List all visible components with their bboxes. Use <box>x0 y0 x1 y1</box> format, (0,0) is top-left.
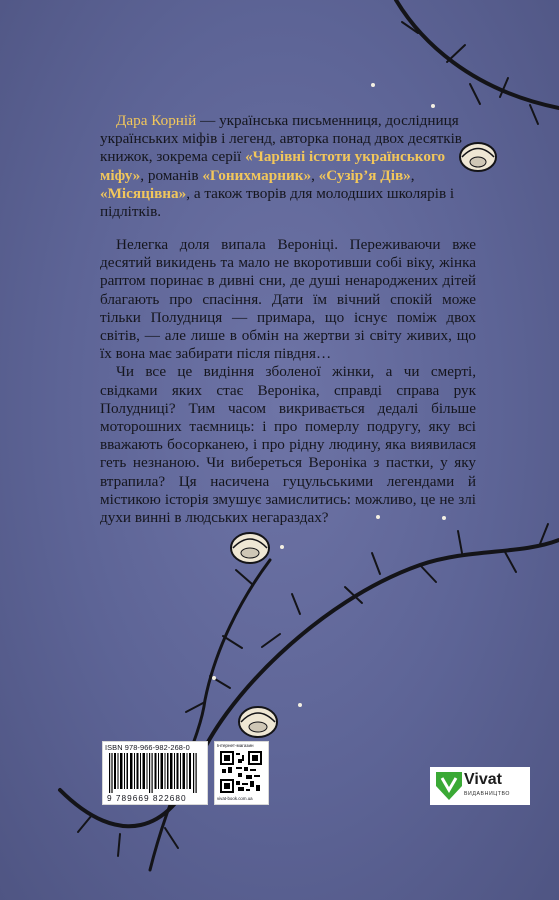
book-description <box>100 236 476 527</box>
description-paragraph: Нелегка доля випала Вероніці. Переживаючи вже десятий викидень та мало не вкоротивши собі віку, жінка раптом поринає в дивні сни, де душі ненароджених дітей благають про спасіння. Дати їм вічний спокій може тільки Полудниця — примара, що існує поміж двох світів, — але лише в обмін на жертви зі світу живих, що їх вона має забирати після півдня… <box>100 236 476 363</box>
publisher-logo <box>430 767 530 805</box>
novel-title: «Місяцівна» <box>100 184 187 202</box>
bio-text: , а також творів для молодших школярів і підлітків. <box>100 184 455 221</box>
qr-block <box>214 741 269 805</box>
isbn-label: ISBN 978-966-982-268-0 <box>105 743 190 752</box>
isbn-digits: 9 789669 822680 <box>107 793 187 803</box>
author-name: Дара Корній <box>116 112 197 129</box>
qr-url: vivat-book.com.ua <box>217 796 253 801</box>
novel-title: «Гонихмарник» <box>202 166 312 184</box>
publisher-subtitle: ВИДАВНИЦТВО <box>464 791 511 797</box>
bio-text: , <box>311 166 319 184</box>
bio-text: — українська письменниця, дослідниця українських міфів і легенд, авторка понад двох десятків книжок, зокрема серії <box>100 112 462 166</box>
qr-label: Інтернет-магазин <box>217 743 254 748</box>
qr-code-icon <box>220 751 262 793</box>
novel-title: «Сузір’я Дів» <box>318 166 411 184</box>
publisher-name: Vivat <box>464 771 502 788</box>
bio-text: , <box>410 166 415 184</box>
barcode-icon <box>109 753 201 793</box>
series-title: «Чарівні істоти українського міфу» <box>100 148 446 184</box>
vivat-logo-icon <box>436 772 462 800</box>
isbn-barcode-block <box>102 741 208 805</box>
bio-text: , романів <box>140 166 203 184</box>
author-bio <box>100 112 476 221</box>
description-paragraph: Чи все це видіння зболеної жінки, а чи смерті, свідками яких стає Вероніка, справді справа рук Полудниці? Тим часом викривається дедалі більше моторошних таємниць: і про померлу подругу, яку всі вважають босорканею, і про рідну людину, яка виявилася геть незнаною. Чи вибереться Вероніка з пастки, у яку втрапила? Ця насичена гуцульськими легендами й містикою історія змушує замислитись: можливо, це не злі духи винні в людських негараздах? <box>100 363 476 527</box>
